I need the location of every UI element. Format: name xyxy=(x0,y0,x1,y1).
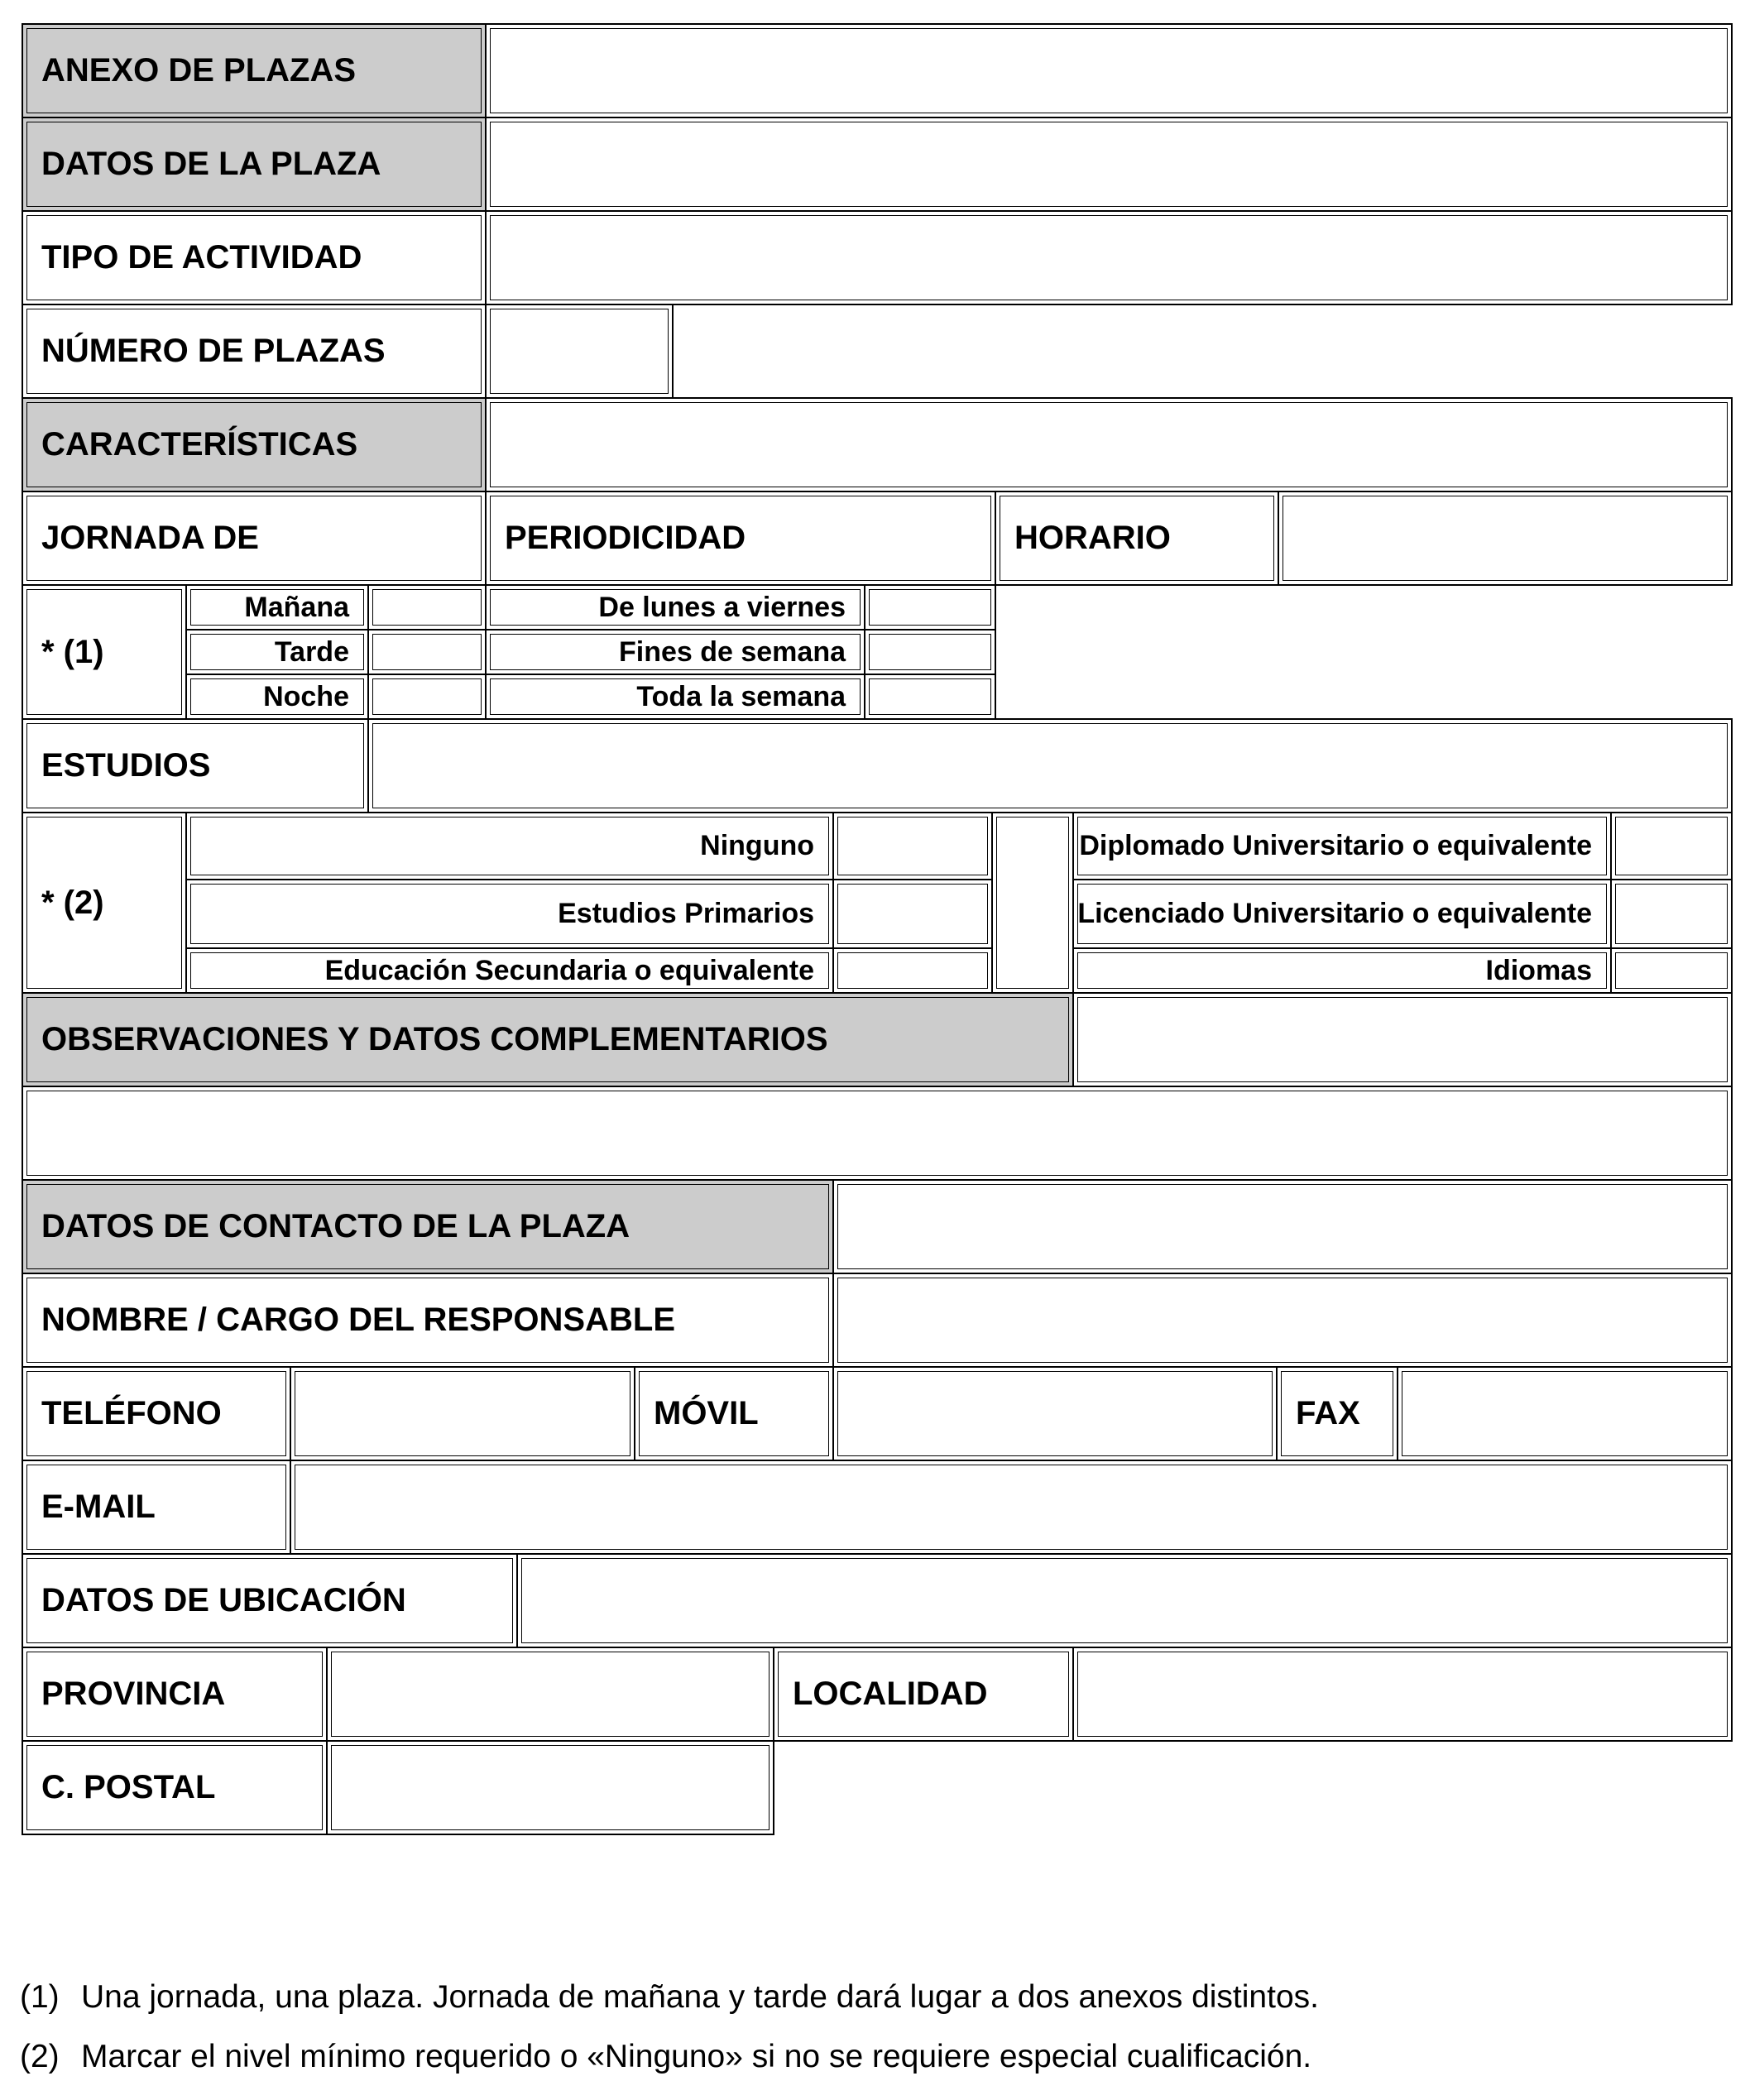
estudios-checkbox-secundaria[interactable] xyxy=(832,947,993,994)
anexo-field[interactable] xyxy=(485,23,1733,118)
caracteristicas-field[interactable] xyxy=(485,397,1733,492)
estudios-checkbox-ninguno[interactable] xyxy=(832,812,993,880)
footnote-1-number: (1) xyxy=(20,1979,60,2015)
telefono-field[interactable] xyxy=(290,1366,635,1461)
estudios-field[interactable] xyxy=(367,718,1733,813)
periodicidad-label: PERIODICIDAD xyxy=(485,491,996,586)
estudios-option-diplomado: Diplomado Universitario o equivalente xyxy=(1072,812,1612,880)
footnote-2 xyxy=(20,2039,1311,2075)
provincia-field[interactable] xyxy=(326,1647,774,1742)
jornada-checkbox-manana[interactable] xyxy=(367,584,487,630)
ubicacion-label: DATOS DE UBICACIÓN xyxy=(22,1553,518,1648)
ubicacion-field[interactable] xyxy=(516,1553,1733,1648)
responsable-label: NOMBRE / CARGO DEL RESPONSABLE xyxy=(22,1273,834,1368)
estudios-option-ninguno: Ninguno xyxy=(185,812,834,880)
email-label: E-MAIL xyxy=(22,1460,291,1555)
email-field[interactable] xyxy=(290,1460,1733,1555)
footnote-1 xyxy=(20,1979,1319,2016)
footnote-2-text: Marcar el nivel mínimo requerido o «Ninguno» si no se requiere especial cualificación. xyxy=(81,2039,1312,2074)
estudios-option-primarios: Estudios Primarios xyxy=(185,879,834,949)
datos-plaza-field[interactable] xyxy=(485,117,1733,212)
estudios-option-secundaria: Educación Secundaria o equivalente xyxy=(185,947,834,994)
estudios-spacer xyxy=(991,812,1074,994)
postal-field[interactable] xyxy=(326,1740,774,1835)
movil-label: MÓVIL xyxy=(634,1366,834,1461)
provincia-label: PROVINCIA xyxy=(22,1647,328,1742)
localidad-label: LOCALIDAD xyxy=(773,1647,1074,1742)
observaciones-label: OBSERVACIONES Y DATOS COMPLEMENTARIOS xyxy=(22,992,1074,1087)
jornada-option-noche: Noche xyxy=(185,674,369,720)
datos-plaza-label: DATOS DE LA PLAZA xyxy=(22,117,487,212)
periodicidad-checkbox-toda-semana[interactable] xyxy=(864,674,996,720)
telefono-label: TELÉFONO xyxy=(22,1366,291,1461)
postal-label: C. POSTAL xyxy=(22,1740,328,1835)
estudios-checkbox-licenciado[interactable] xyxy=(1610,879,1733,949)
estudios-checkbox-primarios[interactable] xyxy=(832,879,993,949)
jornada-option-manana: Mañana xyxy=(185,584,369,630)
observaciones-side-field[interactable] xyxy=(1072,992,1733,1087)
observaciones-field[interactable] xyxy=(22,1086,1733,1181)
tipo-actividad-label: TIPO DE ACTIVIDAD xyxy=(22,210,487,305)
contacto-label: DATOS DE CONTACTO DE LA PLAZA xyxy=(22,1179,834,1274)
estudios-label: ESTUDIOS xyxy=(22,718,369,813)
horario-label: HORARIO xyxy=(995,491,1279,586)
periodicidad-option-lunes-viernes: De lunes a viernes xyxy=(485,584,865,630)
estudios-option-licenciado: Licenciado Universitario o equivalente xyxy=(1072,879,1612,949)
anexo-label: ANEXO DE PLAZAS xyxy=(22,23,487,118)
jornada-label: JORNADA DE xyxy=(22,491,487,586)
tipo-actividad-field[interactable] xyxy=(485,210,1733,305)
numero-plazas-field[interactable] xyxy=(485,304,674,399)
jornada-checkbox-tarde[interactable] xyxy=(367,629,487,675)
fax-label: FAX xyxy=(1276,1366,1398,1461)
jornada-checkbox-noche[interactable] xyxy=(367,674,487,720)
numero-plazas-label: NÚMERO DE PLAZAS xyxy=(22,304,487,399)
movil-field[interactable] xyxy=(832,1366,1278,1461)
localidad-field[interactable] xyxy=(1072,1647,1733,1742)
estudios-option-idiomas: Idiomas xyxy=(1072,947,1612,994)
periodicidad-checkbox-lunes-viernes[interactable] xyxy=(864,584,996,630)
responsable-field[interactable] xyxy=(832,1273,1733,1368)
estudios-checkbox-idiomas[interactable] xyxy=(1610,947,1733,994)
fax-field[interactable] xyxy=(1397,1366,1733,1461)
horario-field[interactable] xyxy=(1278,491,1733,586)
caracteristicas-label: CARACTERÍSTICAS xyxy=(22,397,487,492)
periodicidad-option-fines-semana: Fines de semana xyxy=(485,629,865,675)
jornada-option-tarde: Tarde xyxy=(185,629,369,675)
periodicidad-option-toda-semana: Toda la semana xyxy=(485,674,865,720)
periodicidad-checkbox-fines-semana[interactable] xyxy=(864,629,996,675)
footnote-1-text: Una jornada, una plaza. Jornada de mañana y tarde dará lugar a dos anexos distintos. xyxy=(81,1979,1319,2015)
estudios-checkbox-diplomado[interactable] xyxy=(1610,812,1733,880)
ref1-label: * (1) xyxy=(22,584,187,720)
footnote-2-number: (2) xyxy=(20,2039,60,2074)
contacto-field[interactable] xyxy=(832,1179,1733,1274)
ref2-label: * (2) xyxy=(22,812,187,994)
